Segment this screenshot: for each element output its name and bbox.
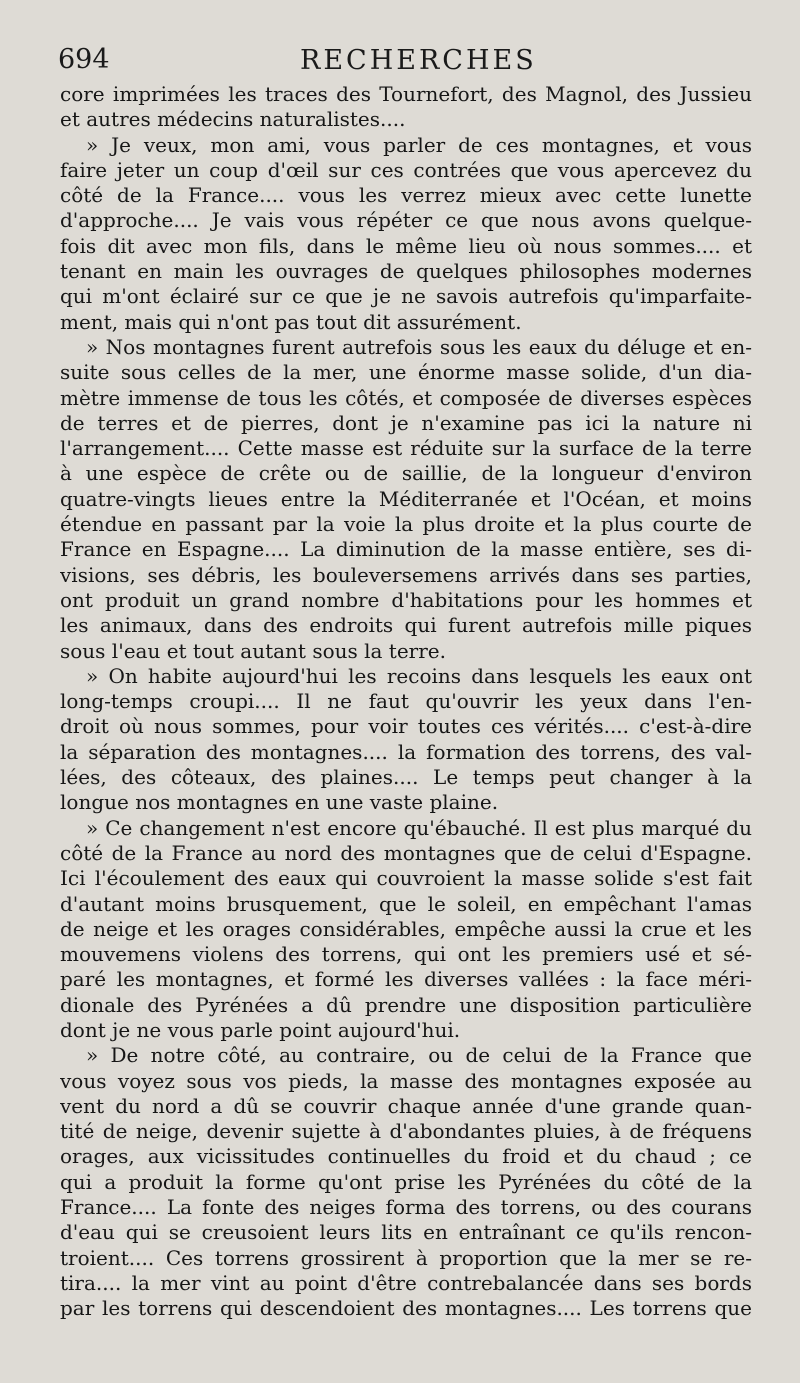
text-line: France en Espagne.... La diminution de la masse entière, ses di- (60, 537, 752, 562)
body-text (60, 82, 752, 1322)
text-line: » De notre côté, au contraire, ou de celui de la France que (86, 1043, 752, 1068)
text-line: de terres et de pierres, dont je n'examine pas ici la nature ni (60, 410, 752, 435)
text-line: » Nos montagnes furent autrefois sous les eaux du déluge et en- (86, 334, 752, 359)
text-line: l'arrangement.... Cette masse est réduite sur la surface de la terre (60, 436, 752, 461)
text-line: quatre-vingts lieues entre la Méditerranée et l'Océan, et moins (60, 486, 752, 511)
text-line: fois dit avec mon fils, dans le même lieu où nous sommes.... et (60, 233, 752, 258)
text-line: lées, des côteaux, des plaines.... Le temps peut changer à la (60, 765, 752, 790)
text-line: par les torrens qui descendoient des montagnes.... Les torrens que (60, 1296, 752, 1321)
text-line: tenant en main les ouvrages de quelques philosophes modernes (60, 259, 752, 284)
text-line: sous l'eau et tout autant sous la terre. (60, 638, 446, 663)
text-line: core imprimées les traces des Tournefort, des Magnol, des Jussieu (60, 82, 752, 106)
text-line: de neige et les orages considérables, empêche aussi la crue et les (60, 916, 752, 941)
text-line: ont produit un grand nombre d'habitations pour les hommes et (60, 587, 752, 612)
text-line: vous voyez sous vos pieds, la masse des montagnes exposée au (60, 1068, 752, 1093)
text-line: qui m'ont éclairé sur ce que je ne savois autrefois qu'imparfaite- (60, 284, 752, 309)
text-line: et autres médecins naturalistes.... (60, 107, 406, 132)
text-line: long-temps croupi.... Il ne faut qu'ouvrir les yeux dans l'en- (60, 689, 752, 714)
text-line: faire jeter un coup d'œil sur ces contrées que vous apercevez du (60, 157, 752, 182)
text-line: » Ce changement n'est encore qu'ébauché. Il est plus marqué du (86, 815, 752, 840)
text-line: tira.... la mer vint au point d'être contrebalancée dans ses bords (60, 1270, 752, 1295)
text-line: d'autant moins brusquement, que le soleil, en empêchant l'amas (60, 891, 752, 916)
text-line: qui a produit la forme qu'ont prise les Pyrénées du côté de la (60, 1169, 752, 1194)
text-line: d'approche.... Je vais vous répéter ce que nous avons quelque- (60, 208, 752, 233)
text-line: la séparation des montagnes.... la formation des torrens, des val- (60, 739, 752, 764)
text-line: troient.... Ces torrens grossirent à proportion que la mer se re- (60, 1245, 752, 1270)
text-line: paré les montagnes, et formé les diverses vallées : la face méri- (60, 967, 752, 992)
text-line: dont je ne vous parle point aujourd'hui. (60, 1017, 461, 1042)
text-line: ment, mais qui n'ont pas tout dit assurément. (60, 309, 522, 334)
text-line: » On habite aujourd'hui les recoins dans lesquels les eaux ont (86, 663, 752, 688)
text-line: à une espèce de crête ou de saillie, de la longueur d'environ (60, 461, 752, 486)
text-line: étendue en passant par la voie la plus droite et la plus courte de (60, 512, 752, 537)
text-line: vent du nord a dû se couvrir chaque année d'une grande quan- (60, 1093, 752, 1118)
text-line: droit où nous sommes, pour voir toutes ces vérités.... c'est-à-dire (60, 714, 752, 739)
text-line: d'eau qui se creusoient leurs lits en entraînant ce qu'ils rencon- (60, 1220, 752, 1245)
text-line: France.... La fonte des neiges forma des torrens, ou des courans (60, 1195, 752, 1220)
text-line: orages, aux vicissitudes continuelles du froid et du chaud ; ce (60, 1144, 752, 1169)
text-line: côté de la France au nord des montagnes que de celui d'Espagne. (60, 840, 752, 865)
text-line: suite sous celles de la mer, une énorme masse solide, d'un dia- (60, 360, 752, 385)
text-line: » Je veux, mon ami, vous parler de ces montagnes, et vous (86, 132, 752, 157)
text-line: mouvemens violens des torrens, qui ont les premiers usé et sé- (60, 942, 752, 967)
text-line: dionale des Pyrénées a dû prendre une disposition particulière (60, 992, 752, 1017)
page-number: 694 (58, 44, 110, 75)
text-line: côté de la France.... vous les verrez mieux avec cette lunette (60, 183, 752, 208)
running-head: RECHERCHES (300, 45, 537, 76)
text-line: mètre immense de tous les côtés, et composée de diverses espèces (60, 385, 752, 410)
text-line: tité de neige, devenir sujette à d'abondantes pluies, à de fréquens (60, 1119, 752, 1144)
text-line: visions, ses débris, les bouleversemens arrivés dans ses parties, (60, 562, 752, 587)
text-line: Ici l'écoulement des eaux qui couvroient la masse solide s'est fait (60, 866, 752, 891)
text-line: les animaux, dans des endroits qui furent autrefois mille piques (60, 613, 752, 638)
text-line: longue nos montagnes en une vaste plaine. (60, 790, 499, 815)
